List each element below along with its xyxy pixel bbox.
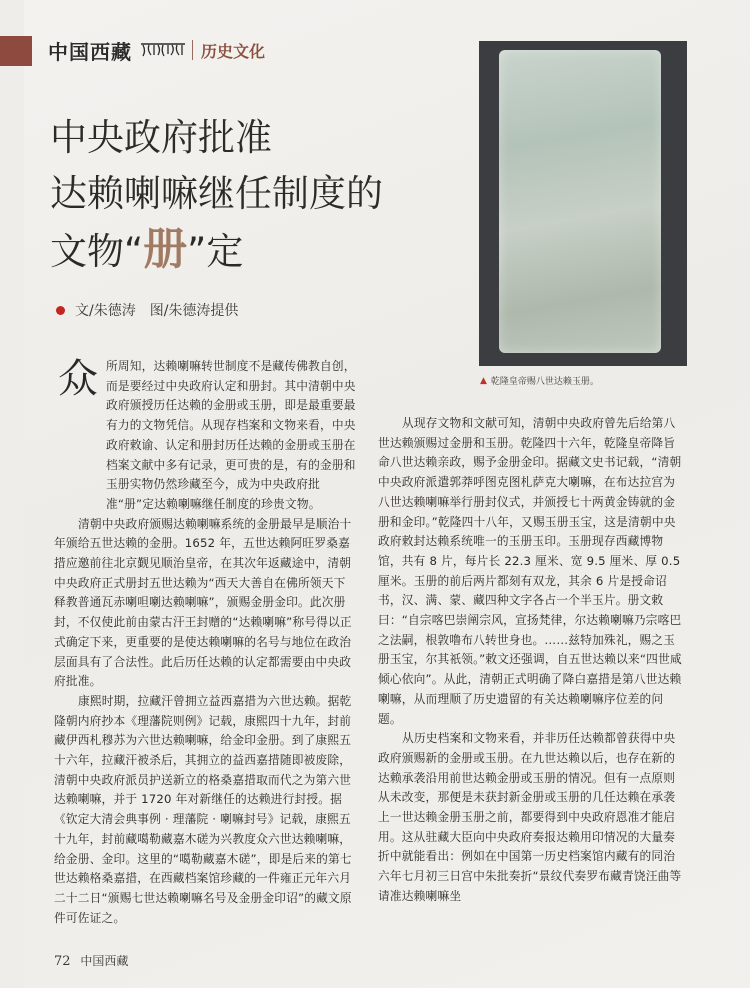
magazine-header (48, 33, 265, 67)
byline-red-dot (56, 306, 65, 315)
page-margin-strip (0, 0, 24, 988)
header-red-tab (0, 36, 32, 66)
title-quote-open: “ (124, 230, 144, 273)
paragraph-3: 康熙时期，拉藏汗曾拥立益西嘉措为六世达赖。据乾隆朝内府抄本《理藩院则例》记载，康熙四十九年，封前藏伊西札穆苏为六世达赖喇嘛，给金印金册。到了康熙五十六年，拉藏汗被杀后，其拥立的益西嘉措随即被废除，清朝中央政府派员护送新立的格桑嘉措取而代之为第六世达赖喇嘛，并于 1720 年对新继任的达赖进行封授。据《钦定大清会典事例 · 理藩院 · 喇嘛封号》记载，康熙五十九年，封前藏噶勒藏嘉木磋为兴教度众六世达赖喇嘛，给金册、金印。这里的“噶勒藏嘉木磋”，即是后来的第七世达赖格桑嘉措，在西藏档案馆珍藏的一件雍正元年六月二十二日“颁赐七世达赖喇嘛名号及金册金印诏”的藏文原件可佐证之。 (54, 693, 352, 925)
footer-publication: 中国西藏 (80, 954, 129, 968)
title-line-3 (50, 222, 470, 280)
body-column-right (378, 414, 684, 907)
title-line-3-post: 定 (206, 230, 244, 273)
article-title (50, 110, 470, 280)
title-quote-close: ” (187, 230, 207, 273)
page-footer (54, 952, 128, 969)
caption-text: 乾隆皇帝赐八世达赖玉册。 (490, 377, 599, 387)
paragraph-4: 从现存文物和文献可知，清朝中央政府曾先后给第八世达赖颁赐过金册和玉册。乾隆四十六年，乾隆皇帝降旨命八世达赖亲政，赐予金册金印。据藏文史书记载，“清朝中央政府派遣郭莽呼图克图札萨克大喇嘛，在布达拉宫为八世达赖喇嘛举行册封仪式，并颁授七十两黄金铸就的金册和金印。”乾隆四十八年，又赐玉册玉宝，这是清朝中央政府敕封达赖系统唯一的玉册玉印。玉册现存西藏博物馆，共有 8 片，每片长 22.3 厘米、宽 9.5 厘米、厚 0.5 厘米。玉册的前后两片都刻有双龙，其余 6 片是授命诏书，汉、满、蒙、藏四种文字各占一个半玉片。册文敕曰：“自宗喀巴崇阐宗风，宣扬梵律，尔达赖喇嘛乃宗喀巴之法嗣，根敦噜布八转世身也。……兹特加殊礼，赐之玉册玉宝，尔其祇领。”敕文还强调，自五世达赖以来“四世咸倾心依向”。从此，清朝正式明确了降白嘉措是第八世达赖喇嘛，从而理顺了历史遗留的有关达赖喇嘛序位差的问题。 (378, 416, 682, 726)
drop-cap: 众 (58, 356, 98, 402)
paragraph-2: 清朝中央政府颁赐达赖喇嘛系统的金册最早是顺治十年颁给五世达赖的金册。1652 年，五世达赖阿旺罗桑嘉措应邀前往北京觐见顺治皇帝，在其次年返藏途中，清朝中央政府正式册封五世达赖为“西天大善自在佛所领天下释教普通瓦赤喇呾喇达赖喇嘛”，颁赐金册金印。此次册封，不仅使此前由蒙古汗王封赠的“达赖喇嘛”称号得以正式确定下来，更重要的是使达赖喇嘛的名号与地位在政治层面具有了合法性。此后历任达赖的认定都需要由中央政府批准。 (54, 516, 352, 689)
paragraph-5: 从历史档案和文物来看，并非历任达赖都曾获得中央政府颁赐新的金册或玉册。在九世达赖以后，也存在新的达赖承袭沿用前世达赖金册或玉册的情况。但有一点原则从未改变，那便是未获封新金册或玉册的几任达赖在承袭上一世达赖金册玉册之前，都要得到中央政府恩准才能启用。这从驻藏大臣向中央政府奏报达赖用印情况的大量奏折中就能看出：例如在中国第一历史档案馆内藏有的同治六年七月初三日宫中朱批奏折“景纹代奏罗布藏青饶汪曲等请准达赖喇嘛坐 (378, 731, 682, 903)
byline-text: 文/朱德涛 图/朱德涛提供 (75, 303, 239, 319)
jade-tablet-image (499, 50, 661, 353)
header-separator (192, 40, 193, 60)
page-number: 72 (54, 954, 71, 969)
title-line-1: 中央政府批准 (50, 116, 272, 159)
paragraph-1: 所周知，达赖喇嘛转世制度不是藏传佛教自创，而是要经过中央政府认定和册封。其中清朝中央政府颁授历任达赖的金册或玉册，即是最重要最有力的文物凭信。从现存档案和文物来看，中央政府敕谕、认定和册封历任达赖的金册或玉册在档案文献中多有记录，更可贵的是，有的金册和玉册实物仍然珍藏至今，成为中央政府批准“册”定达赖喇嘛继任制度的珍贵文物。 (106, 359, 356, 511)
tibetan-script-logo (140, 40, 186, 60)
body-column-left (54, 357, 356, 928)
caption-triangle-icon: ▲ (480, 375, 487, 386)
photo-caption (480, 374, 599, 387)
title-line-3-pre: 文物 (50, 230, 124, 273)
brand-name: 中国西藏 (48, 39, 132, 64)
byline (56, 300, 238, 320)
section-label: 历史文化 (201, 41, 266, 61)
title-line-2: 达赖喇嘛继任制度的 (50, 172, 383, 215)
title-accent-char: 册 (143, 224, 188, 275)
